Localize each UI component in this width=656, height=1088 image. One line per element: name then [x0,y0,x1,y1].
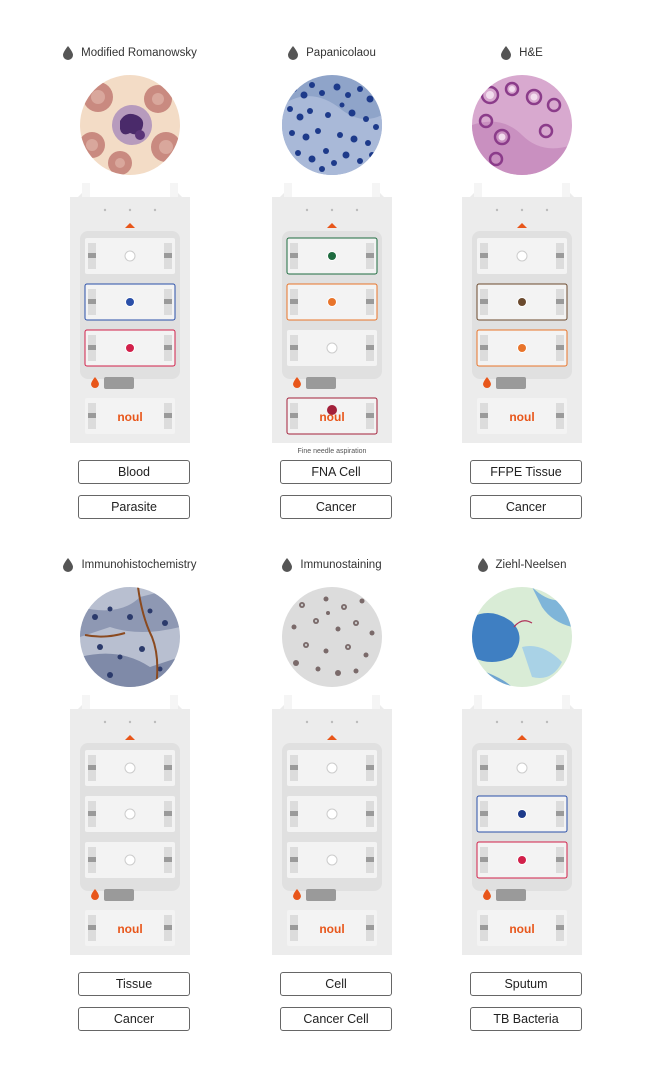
micrograph-immunostaining [282,587,382,687]
stain-title: H&E [452,43,592,63]
svg-text:noul: noul [319,922,345,936]
stain-title: Immunohistochemistry [60,555,200,575]
sample-box: Cell [280,972,392,996]
drop-icon [288,46,298,60]
target-box: Cancer [280,495,392,519]
sample-box: FFPE Tissue [470,460,582,484]
fna-note: Fine needle aspiration [297,448,367,455]
drop-icon [501,46,511,60]
stain-title: Modified Romanowsky [60,43,200,63]
sample-box: Tissue [78,972,190,996]
svg-text:noul: noul [117,922,143,936]
micrograph-ziehl-neelsen [472,587,572,687]
slide-cartridge [60,183,200,443]
target-box: Parasite [78,495,190,519]
micrograph-ihc [80,587,180,687]
stain-title: Immunostaining [262,555,402,575]
drop-icon [478,558,488,572]
target-box: Cancer [78,1007,190,1031]
svg-text:noul: noul [509,410,535,424]
slide-cartridge [452,695,592,955]
micrograph-he [472,75,572,175]
drop-icon [63,558,73,572]
slide-cartridge [60,695,200,955]
drop-icon [282,558,292,572]
svg-text:noul: noul [117,410,143,424]
target-box: Cancer Cell [280,1007,392,1031]
sample-box: Blood [78,460,190,484]
target-box: TB Bacteria [470,1007,582,1031]
sample-box: Sputum [470,972,582,996]
micrograph-papanicolaou [282,75,382,175]
sample-box: FNA Cell [280,460,392,484]
slide-cartridge [262,183,402,443]
micrograph-romanowsky [80,75,180,175]
svg-text:noul: noul [509,922,535,936]
drop-icon [63,46,73,60]
stain-title: Papanicolaou [262,43,402,63]
target-box: Cancer [470,495,582,519]
slide-cartridge [452,183,592,443]
slide-cartridge [262,695,402,955]
svg-text:noul: noul [319,410,345,424]
stain-title: Ziehl-Neelsen [452,555,592,575]
